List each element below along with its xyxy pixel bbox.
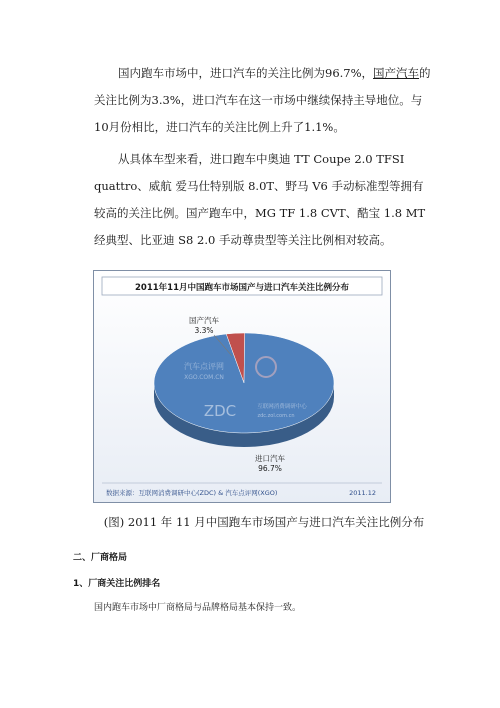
chart-date: 2011.12 xyxy=(349,489,376,497)
slice-value-imported: 96.7% xyxy=(258,464,282,473)
paragraph-1-text-a: 国内跑车市场中，进口汽车的关注比例为96.7%， xyxy=(118,66,374,80)
pie-group xyxy=(154,333,334,447)
slice-label-domestic: 国产汽车 xyxy=(189,316,219,325)
chart-source: 数据来源：互联网消费调研中心(ZDC) & 汽车点评网(XGO) xyxy=(106,489,278,497)
paragraph-1 xyxy=(94,60,434,141)
domestic-car-link[interactable]: 国产汽车 xyxy=(373,66,420,80)
zdc-watermark-name: 互联网消费调研中心 xyxy=(257,404,307,410)
xgo-watermark-url: XGO.COM.CN xyxy=(184,374,224,381)
pie-chart xyxy=(94,271,390,502)
paragraph-3: 国内跑车市场中厂商格局与品牌格局基本保持一致。 xyxy=(94,603,302,613)
section-heading: 二、厂商格局 xyxy=(73,553,128,563)
paragraph-2 xyxy=(94,146,434,254)
figure-caption: (图) 2011 年 11 月中国跑车市场国产与进口汽车关注比例分布 xyxy=(103,515,425,529)
pie-chart-figure xyxy=(93,270,391,503)
slice-label-imported: 进口汽车 xyxy=(255,454,285,463)
subsection-heading: 1、厂商关注比例排名 xyxy=(73,579,161,589)
chart-title: 2011年11月中国跑车市场国产与进口汽车关注比例分布 xyxy=(135,283,349,293)
slice-value-domestic: 3.3% xyxy=(194,326,214,335)
paragraph-2-text: 从具体车型来看，进口跑车中奥迪 TT Coupe 2.0 TFSI quattro、威航 爱马仕特别版 8.0T、野马 V6 手动标准型等拥有较高的关注比例。国产跑车中，MG TF 1.8 CVT、酷宝 1.8 MT经典型、比亚迪 S8 2.0 手动尊贵型等关注比例相对较高。 xyxy=(94,152,426,247)
paragraph-1-text-b: 的关注比例为3.3%，进口汽车在这一市场中继续保持主导地位。与10月份相比，进口汽车的关注比例上升了1.1%。 xyxy=(94,66,431,134)
zdc-watermark-logo: ZDC xyxy=(203,402,237,420)
xgo-watermark-name: 汽车点评网 xyxy=(184,362,224,371)
zdc-watermark-url: zdc.zol.com.cn xyxy=(257,413,295,419)
